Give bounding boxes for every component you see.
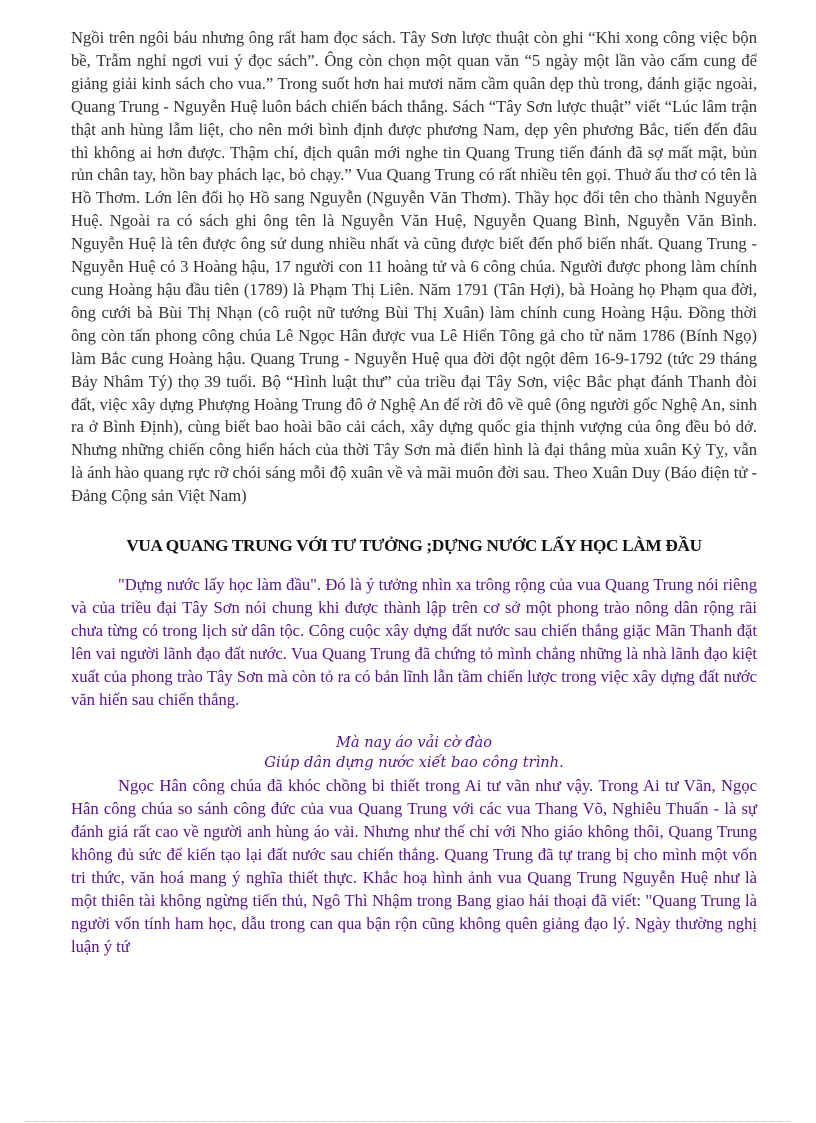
section-heading: VUA QUANG TRUNG VỚI TƯ TƯỞNG ;DỰNG NƯỚC LẤY HỌC LÀM ĐẦU bbox=[126, 536, 702, 556]
section-paragraph: Ngọc Hân công chúa đã khóc chồng bi thiết trong Ai tư vãn như vậy. Trong Ai tư Vãn, Ngọc Hân công chúa so sánh công đức của vua Quang Trung với các vua Thang Võ, Nghiêu Thuấn - là sự đánh giá rất cao về người anh hùng áo vải. Nhưng như thế chỉ với Nho giáo không thôi, Quang Trung không đủ sức để kiến tạo lại đất nước sau chiến thắng. Quang Trung đã tự trang bị cho mình một vốn tri thức, văn hoá mang ý nghĩa thiết thực. Khắc hoạ hình ảnh vua Quang Trung Nguyễn Huệ như là một thiên tài không ngừng tiến thủ, Ngô Thì Nhậm trong Bang giao hải thoại đã viết: "Quang Trung là người vốn tính ham học, dẫu trong can qua bận rộn cũng không quên giảng đạo lý. Ngày thường nghị luận ý tứ bbox=[71, 776, 757, 956]
poem-line: Mà nay áo vải cờ đào bbox=[335, 734, 493, 752]
poem-quote bbox=[71, 733, 757, 773]
intro-paragraph: Ngồi trên ngôi báu nhưng ông rất ham đọc sách. Tây Sơn lược thuật còn ghi “Khi xong công việc bộn bề, Trẫm nghỉ ngơi vui ý đọc sách”. Ông còn chọn một quan văn “5 ngày một lần vào cấm cung để giảng giải kinh sách cho vua.” Trong suốt hơn hai mươi năm cầm quân dẹp thù trong, đánh giặc ngoài, Quang Trung - Nguyễn Huệ luôn bách chiến bách thắng. Sách “Tây Sơn lược thuật” viết “Lúc lâm trận thật anh hùng lẫm liệt, cho nên mới bình định được phương Nam, dẹp yên phương Bắc, tiến đến đâu thì không ai hơn được. Thậm chí, địch quân mới nghe tin Quang Trung tiến đánh đã sợ mất mật, bủn rủn chân tay, hồn bay phách lạc, bỏ chạy.” Vua Quang Trung có rất nhiều tên gọi. Thuở ấu thơ có tên là Hồ Thơm. Lớn lên đổi họ Hồ sang Nguyễn (Nguyễn Văn Thơm). Thầy học đổi tên cho thành Nguyễn Huệ. Ngoài ra có sách ghi ông tên là Nguyễn Văn Huệ, Nguyễn Quang Bình, Nguyễn Văn Bình. Nguyễn Huệ là tên được ông sử dung nhiều nhất và cũng được biết đến phổ biến nhất. Quang Trung - Nguyễn Huệ có 3 Hoàng hậu, 17 người con 11 hoàng tử và 6 công chúa. Người được phong làm chính cung Hoàng hậu đầu tiên (1789) là Phạm Thị Liên. Năm 1791 (Tân Hợi), bà Hoàng họ Phạm qua đời, ông cưới bà Bùi Thị Nhạn (cô ruột nữ tướng Bùi Thị Xuân) làm chính cung Hoàng Hậu. Đồng thời ông còn tấn phong công chúa Lê Ngọc Hân được vua Lê Hiển Tông gả cho từ năm 1786 (Bính Ngọ) làm Bắc cung Hoàng hậu. Quang Trung - Nguyễn Huệ qua đời đột ngột đêm 16-9-1792 (tức 29 tháng Bảy Nhâm Tý) thọ 39 tuổi. Bộ “Hình luật thư” của triều đại Tây Sơn, việc Bắc phạt đánh Thanh đòi đất, việc xây dựng Phượng Hoàng Trung đô ở Nghệ An để rời đô về quê (ông người gốc Nghệ An, sinh ra ở Bình Định), cùng biết bao hoài bão cải cách, xây dựng quốc gia thịnh vượng của ông đều bỏ dở. Nhưng những chiến công hiển hách của thời Tây Sơn mà điển hình là đại thắng mùa xuân Kỷ Tỵ, vẫn là ánh hào quang rực rỡ chói sáng mỗi độ xuân về và mãi muôn đời sau. Theo Xuân Duy (Báo điện tử - Đảng Cộng sản Việt Nam) bbox=[71, 28, 757, 506]
document-page bbox=[71, 27, 757, 959]
section-paragraph: "Dựng nước lấy học làm đầu". Đó là ý tưởng nhìn xa trông rộng của vua Quang Trung nói riêng và của triều đại Tây Sơn nói chung khi được thành lập trên cơ sở một phong trào nông dân rộng rãi chưa từng có trong lịch sử dân tộc. Công cuộc xây dựng đất nước sau chiến thắng giặc Mãn Thanh đặt lên vai người lãnh đạo đất nước. Vua Quang Trung đã chứng tỏ mình chẳng những là nhà lãnh đạo kiệt xuất của phong trào Tây Sơn mà còn tỏ ra có bản lĩnh lẫn tầm chiến lược trong việc xây dựng đất nước văn hiến sau chiến thắng. bbox=[71, 575, 757, 709]
page-bottom-divider bbox=[25, 1121, 790, 1122]
poem-line: Giúp dân dựng nước xiết bao công trình. bbox=[264, 754, 564, 772]
